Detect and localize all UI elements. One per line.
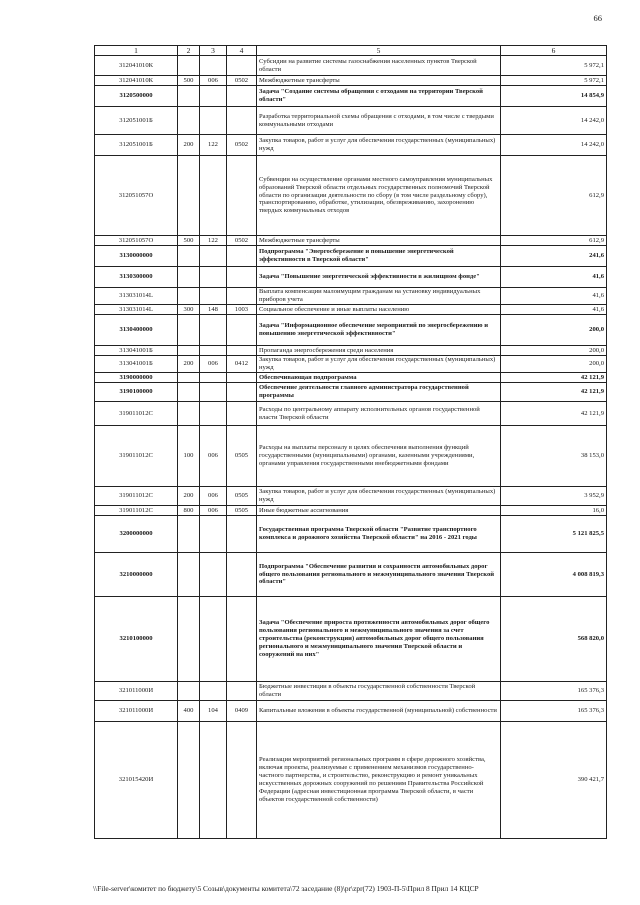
table-row xyxy=(95,246,607,267)
row-col-2: 500 xyxy=(178,76,200,86)
table-header xyxy=(95,46,607,56)
row-amount: 200,0 xyxy=(501,315,607,346)
table-row xyxy=(95,156,607,236)
row-col-2 xyxy=(178,156,200,236)
row-code: 321011000И xyxy=(95,682,178,701)
row-name: Закупка товаров, работ и услуг для обеспечения государственных (муниципальных) нужд xyxy=(257,356,501,373)
row-amount: 42 121,9 xyxy=(501,373,607,383)
table-row xyxy=(95,86,607,107)
row-code: 312051057О xyxy=(95,156,178,236)
row-name: Обеспечивающая подпрограмма xyxy=(257,373,501,383)
row-col-4 xyxy=(227,267,257,288)
row-amount: 612,9 xyxy=(501,236,607,246)
row-name: Выплата компенсации малоимущим гражданам на установку индивидуальных приборов учета xyxy=(257,288,501,305)
row-col-2: 400 xyxy=(178,701,200,722)
row-col-2 xyxy=(178,597,200,682)
row-col-4: 0505 xyxy=(227,426,257,487)
row-amount: 41,6 xyxy=(501,305,607,315)
table-row xyxy=(95,597,607,682)
row-amount: 42 121,9 xyxy=(501,383,607,402)
row-name: Обеспечение деятельности главного администратора государственной программы xyxy=(257,383,501,402)
row-amount: 390 421,7 xyxy=(501,722,607,839)
row-col-2 xyxy=(178,402,200,426)
row-col-4 xyxy=(227,156,257,236)
row-name: Социальное обеспечение и иные выплаты населению xyxy=(257,305,501,315)
row-amount: 38 153,0 xyxy=(501,426,607,487)
row-col-3 xyxy=(200,246,227,267)
row-name: Бюджетные инвестиции в объекты государственной собственности Тверской области xyxy=(257,682,501,701)
row-name: Межбюджетные трансферты xyxy=(257,236,501,246)
row-col-3 xyxy=(200,86,227,107)
table-row xyxy=(95,236,607,246)
row-code: 3130400000 xyxy=(95,315,178,346)
row-col-2 xyxy=(178,288,200,305)
header-col-6: 6 xyxy=(501,46,607,56)
row-amount: 165 376,3 xyxy=(501,701,607,722)
row-amount: 14 854,9 xyxy=(501,86,607,107)
row-name: Задача "Обеспечение прироста протяженности автомобильных дорог общего пользования регионального и межмуниципального значения за счет строительства (реконструкции) автомобильных дорог общего пользования регионального и межмуниципального значения Тверской области и сооружений на них" xyxy=(257,597,501,682)
row-col-4: 0409 xyxy=(227,701,257,722)
table-row xyxy=(95,373,607,383)
row-col-2 xyxy=(178,373,200,383)
row-code: 313031014L xyxy=(95,305,178,315)
row-col-2: 200 xyxy=(178,135,200,156)
row-code: 312051001Б xyxy=(95,135,178,156)
row-name: Расходы на выплаты персоналу в целях обеспечения выполнения функций государственными (муниципальными) органами, казенными учреждениями, органами управления государственными внебюджетными фондами xyxy=(257,426,501,487)
row-code: 312051001Б xyxy=(95,107,178,135)
table-row xyxy=(95,506,607,516)
row-col-3 xyxy=(200,682,227,701)
row-name: Закупка товаров, работ и услуг для обеспечения государственных (муниципальных) нужд xyxy=(257,135,501,156)
row-amount: 165 376,3 xyxy=(501,682,607,701)
row-code: 3210000000 xyxy=(95,553,178,597)
row-col-4 xyxy=(227,682,257,701)
row-name: Задача "Создание системы обращения с отходами на территории Тверской области" xyxy=(257,86,501,107)
header-col-3: 3 xyxy=(200,46,227,56)
row-col-3: 122 xyxy=(200,236,227,246)
row-col-3: 006 xyxy=(200,356,227,373)
row-code: 3200000000 xyxy=(95,516,178,553)
table-row xyxy=(95,346,607,356)
table-row xyxy=(95,107,607,135)
row-col-4 xyxy=(227,288,257,305)
row-amount: 612,9 xyxy=(501,156,607,236)
row-amount: 4 008 819,3 xyxy=(501,553,607,597)
row-col-4 xyxy=(227,107,257,135)
row-col-2 xyxy=(178,383,200,402)
row-col-3: 122 xyxy=(200,135,227,156)
row-amount: 241,6 xyxy=(501,246,607,267)
table-row xyxy=(95,76,607,86)
row-col-3 xyxy=(200,315,227,346)
header-col-4: 4 xyxy=(227,46,257,56)
table-body xyxy=(95,56,607,839)
row-name: Задача "Повышение энергетической эффективности в жилищном фонде" xyxy=(257,267,501,288)
row-amount: 41,6 xyxy=(501,288,607,305)
row-col-4 xyxy=(227,246,257,267)
row-col-2 xyxy=(178,107,200,135)
row-col-2 xyxy=(178,682,200,701)
row-col-4: 0505 xyxy=(227,487,257,506)
row-col-4 xyxy=(227,553,257,597)
row-col-4 xyxy=(227,346,257,356)
row-code: 312041010К xyxy=(95,76,178,86)
row-col-4: 0505 xyxy=(227,506,257,516)
row-col-4 xyxy=(227,597,257,682)
header-col-1: 1 xyxy=(95,46,178,56)
row-col-3 xyxy=(200,346,227,356)
row-name: Разработка территориальной схемы обращения с отходами, в том числе с твердыми коммунальными отходами xyxy=(257,107,501,135)
row-col-3 xyxy=(200,156,227,236)
row-col-3 xyxy=(200,597,227,682)
row-col-2 xyxy=(178,246,200,267)
row-amount: 42 121,9 xyxy=(501,402,607,426)
row-code: 312041010К xyxy=(95,56,178,76)
row-col-3 xyxy=(200,288,227,305)
row-col-4: 0412 xyxy=(227,356,257,373)
header-row xyxy=(95,46,607,56)
row-col-4: 0502 xyxy=(227,135,257,156)
row-col-2 xyxy=(178,346,200,356)
row-name: Расходы по центральному аппарату исполнительных органов государственной власти Тверской области xyxy=(257,402,501,426)
row-name: Иные бюджетные ассигнования xyxy=(257,506,501,516)
row-code: 321015420И xyxy=(95,722,178,839)
row-col-3: 104 xyxy=(200,701,227,722)
row-code: 319011012С xyxy=(95,402,178,426)
row-amount: 14 242,0 xyxy=(501,107,607,135)
row-code: 3210100000 xyxy=(95,597,178,682)
row-col-2 xyxy=(178,56,200,76)
table-row xyxy=(95,487,607,506)
row-col-3 xyxy=(200,56,227,76)
row-code: 319011012С xyxy=(95,426,178,487)
row-amount: 5 121 825,5 xyxy=(501,516,607,553)
row-code: 3130000000 xyxy=(95,246,178,267)
row-code: 313041001Б xyxy=(95,356,178,373)
row-col-3 xyxy=(200,553,227,597)
table-row xyxy=(95,426,607,487)
row-col-3 xyxy=(200,107,227,135)
row-col-3 xyxy=(200,383,227,402)
row-col-4 xyxy=(227,315,257,346)
row-name: Реализация мероприятий региональных программ в сфере дорожного хозяйства, включая проекты, реализуемые с применением механизмов государственно-частного партнерства, и строительство, реконструкцию и ремонт уникальных искусственных дорожных сооружений по решениям Правительства Российской Федерации (адресная инвестиционная программа Тверской области, в части объектов государственной собственности) xyxy=(257,722,501,839)
row-name: Межбюджетные трансферты xyxy=(257,76,501,86)
row-amount: 5 972,1 xyxy=(501,76,607,86)
footer-file-path: \\File-server\комитет по бюджету\5 Созыв\документы комитета\72 заседание (8)\pr\zpr(72) 1903-П-5\Прил 8 Прил 14 КЦСР xyxy=(93,884,479,893)
row-col-2: 200 xyxy=(178,487,200,506)
row-col-4 xyxy=(227,516,257,553)
row-amount: 568 820,0 xyxy=(501,597,607,682)
row-col-2 xyxy=(178,516,200,553)
row-code: 3130300000 xyxy=(95,267,178,288)
row-col-3: 148 xyxy=(200,305,227,315)
row-code: 3190000000 xyxy=(95,373,178,383)
row-code: 313041001Б xyxy=(95,346,178,356)
table-row xyxy=(95,722,607,839)
row-name: Капитальные вложения в объекты государственной (муниципальной) собственности xyxy=(257,701,501,722)
row-code: 321011000И xyxy=(95,701,178,722)
row-col-2 xyxy=(178,315,200,346)
row-code: 3190100000 xyxy=(95,383,178,402)
table-row xyxy=(95,288,607,305)
row-col-3: 006 xyxy=(200,76,227,86)
row-code: 3120500000 xyxy=(95,86,178,107)
row-name: Подпрограмма "Обеспечение развития и сохранности автомобильных дорог общего пользования регионального и межмуниципального значения Тверской области" xyxy=(257,553,501,597)
row-amount: 14 242,0 xyxy=(501,135,607,156)
row-col-2 xyxy=(178,267,200,288)
row-col-2: 300 xyxy=(178,305,200,315)
row-col-2: 200 xyxy=(178,356,200,373)
row-code: 319011012С xyxy=(95,487,178,506)
page-number: 66 xyxy=(593,13,602,23)
row-col-3 xyxy=(200,373,227,383)
row-col-2 xyxy=(178,722,200,839)
row-name: Субсидии на развитие системы газоснабжения населенных пунктов Тверской области xyxy=(257,56,501,76)
row-col-2 xyxy=(178,86,200,107)
table-row xyxy=(95,553,607,597)
table-row xyxy=(95,516,607,553)
table-row xyxy=(95,135,607,156)
row-col-4 xyxy=(227,383,257,402)
row-col-2: 100 xyxy=(178,426,200,487)
row-col-4 xyxy=(227,722,257,839)
row-amount: 16,0 xyxy=(501,506,607,516)
row-col-4 xyxy=(227,56,257,76)
row-col-2: 500 xyxy=(178,236,200,246)
table-row xyxy=(95,402,607,426)
row-col-4 xyxy=(227,402,257,426)
row-col-3: 006 xyxy=(200,506,227,516)
row-col-3 xyxy=(200,722,227,839)
table-row xyxy=(95,356,607,373)
row-name: Подпрограмма "Энергосбережение и повышение энергетической эффективности в Тверской области" xyxy=(257,246,501,267)
table-row xyxy=(95,682,607,701)
table-row xyxy=(95,701,607,722)
row-name: Пропаганда энергосбережения среди населения xyxy=(257,346,501,356)
row-code: 313031014L xyxy=(95,288,178,305)
row-col-3 xyxy=(200,267,227,288)
row-col-3 xyxy=(200,516,227,553)
row-amount: 5 972,1 xyxy=(501,56,607,76)
row-col-3: 006 xyxy=(200,426,227,487)
header-col-5: 5 xyxy=(257,46,501,56)
row-col-3 xyxy=(200,402,227,426)
row-col-3: 006 xyxy=(200,487,227,506)
row-col-4: 1003 xyxy=(227,305,257,315)
table-row xyxy=(95,305,607,315)
row-col-4 xyxy=(227,373,257,383)
row-col-2: 800 xyxy=(178,506,200,516)
row-amount: 200,0 xyxy=(501,356,607,373)
budget-table xyxy=(94,45,607,839)
row-amount: 200,0 xyxy=(501,346,607,356)
header-col-2: 2 xyxy=(178,46,200,56)
table-row xyxy=(95,56,607,76)
row-code: 312051057О xyxy=(95,236,178,246)
table-row xyxy=(95,267,607,288)
table-row xyxy=(95,383,607,402)
table-row xyxy=(95,315,607,346)
row-code: 319011012С xyxy=(95,506,178,516)
row-amount: 41,6 xyxy=(501,267,607,288)
row-col-2 xyxy=(178,553,200,597)
row-col-4: 0502 xyxy=(227,76,257,86)
row-amount: 3 952,9 xyxy=(501,487,607,506)
row-name: Задача "Информационное обеспечение мероприятий по энергосбережению и повышению энергетической эффективности" xyxy=(257,315,501,346)
row-name: Государственная программа Тверской области "Развитие транспортного комплекса и дорожного хозяйства Тверской области" на 2016 - 2021 годы xyxy=(257,516,501,553)
row-col-4: 0502 xyxy=(227,236,257,246)
row-name: Субвенции на осуществление органами местного самоуправления муниципальных образований Тверской области отдельных государственных полномочий Тверской области по организации деятельности по сбору (в том числе раздельному сбору), транспортированию, обработке, утилизации, обезвреживанию, захоронению твердых коммунальных отходов xyxy=(257,156,501,236)
row-col-4 xyxy=(227,86,257,107)
row-name: Закупка товаров, работ и услуг для обеспечения государственных (муниципальных) нужд xyxy=(257,487,501,506)
